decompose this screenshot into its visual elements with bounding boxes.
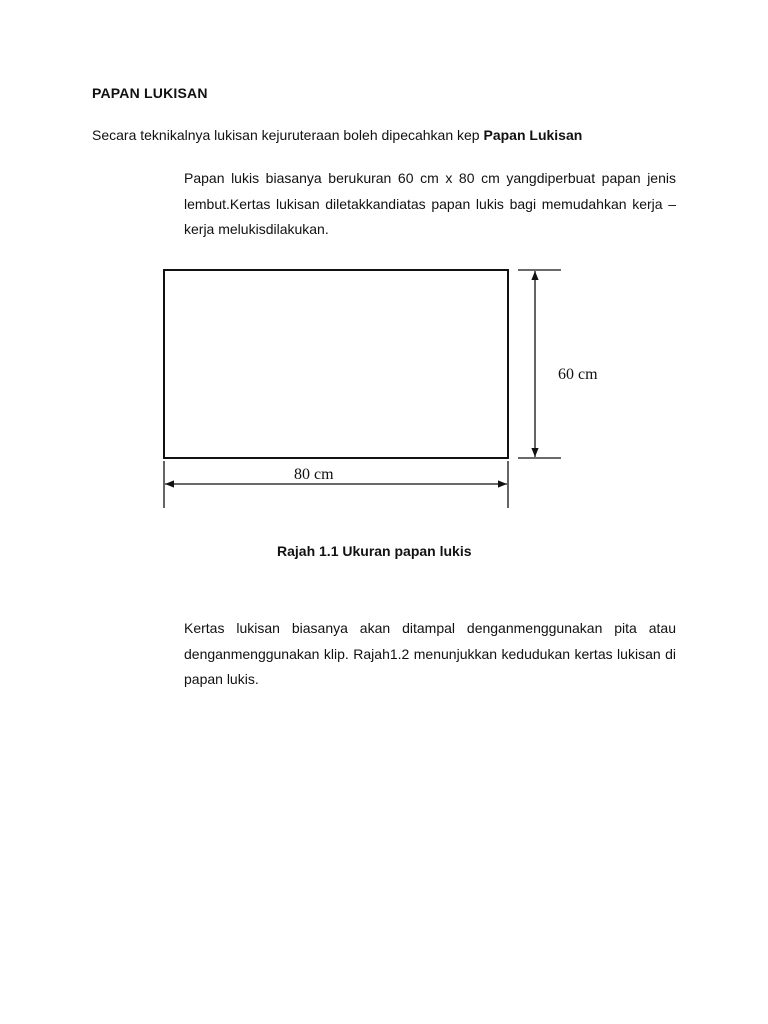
intro-text: Secara teknikalnya lukisan kejuruteraan boleh dipecahkan kep bbox=[92, 127, 480, 143]
height-label: 60 cm bbox=[558, 366, 598, 383]
figure-caption: Rajah 1.1 Ukuran papan lukis bbox=[277, 543, 472, 559]
section-heading: PAPAN LUKISAN bbox=[92, 85, 208, 101]
paragraph-board-size: Papan lukis biasanya berukuran 60 cm x 80 cm yangdiperbuat papan jenis lembut.Kertas lukisan diletakkandiatas papan lukis bagi memudahkan kerja – kerja melukisdilakukan. bbox=[184, 170, 676, 237]
board-rectangle bbox=[164, 270, 508, 458]
width-label: 80 cm bbox=[294, 466, 334, 483]
paragraph-paper-attachment: Kertas lukisan biasanya akan ditampal denganmenggunakan pita atau denganmenggunakan klip. Rajah1.2 menunjukkan kedudukan kertas lukisan di papan lukis. bbox=[184, 620, 676, 687]
intro-bold-term: Papan Lukisan bbox=[483, 127, 583, 143]
